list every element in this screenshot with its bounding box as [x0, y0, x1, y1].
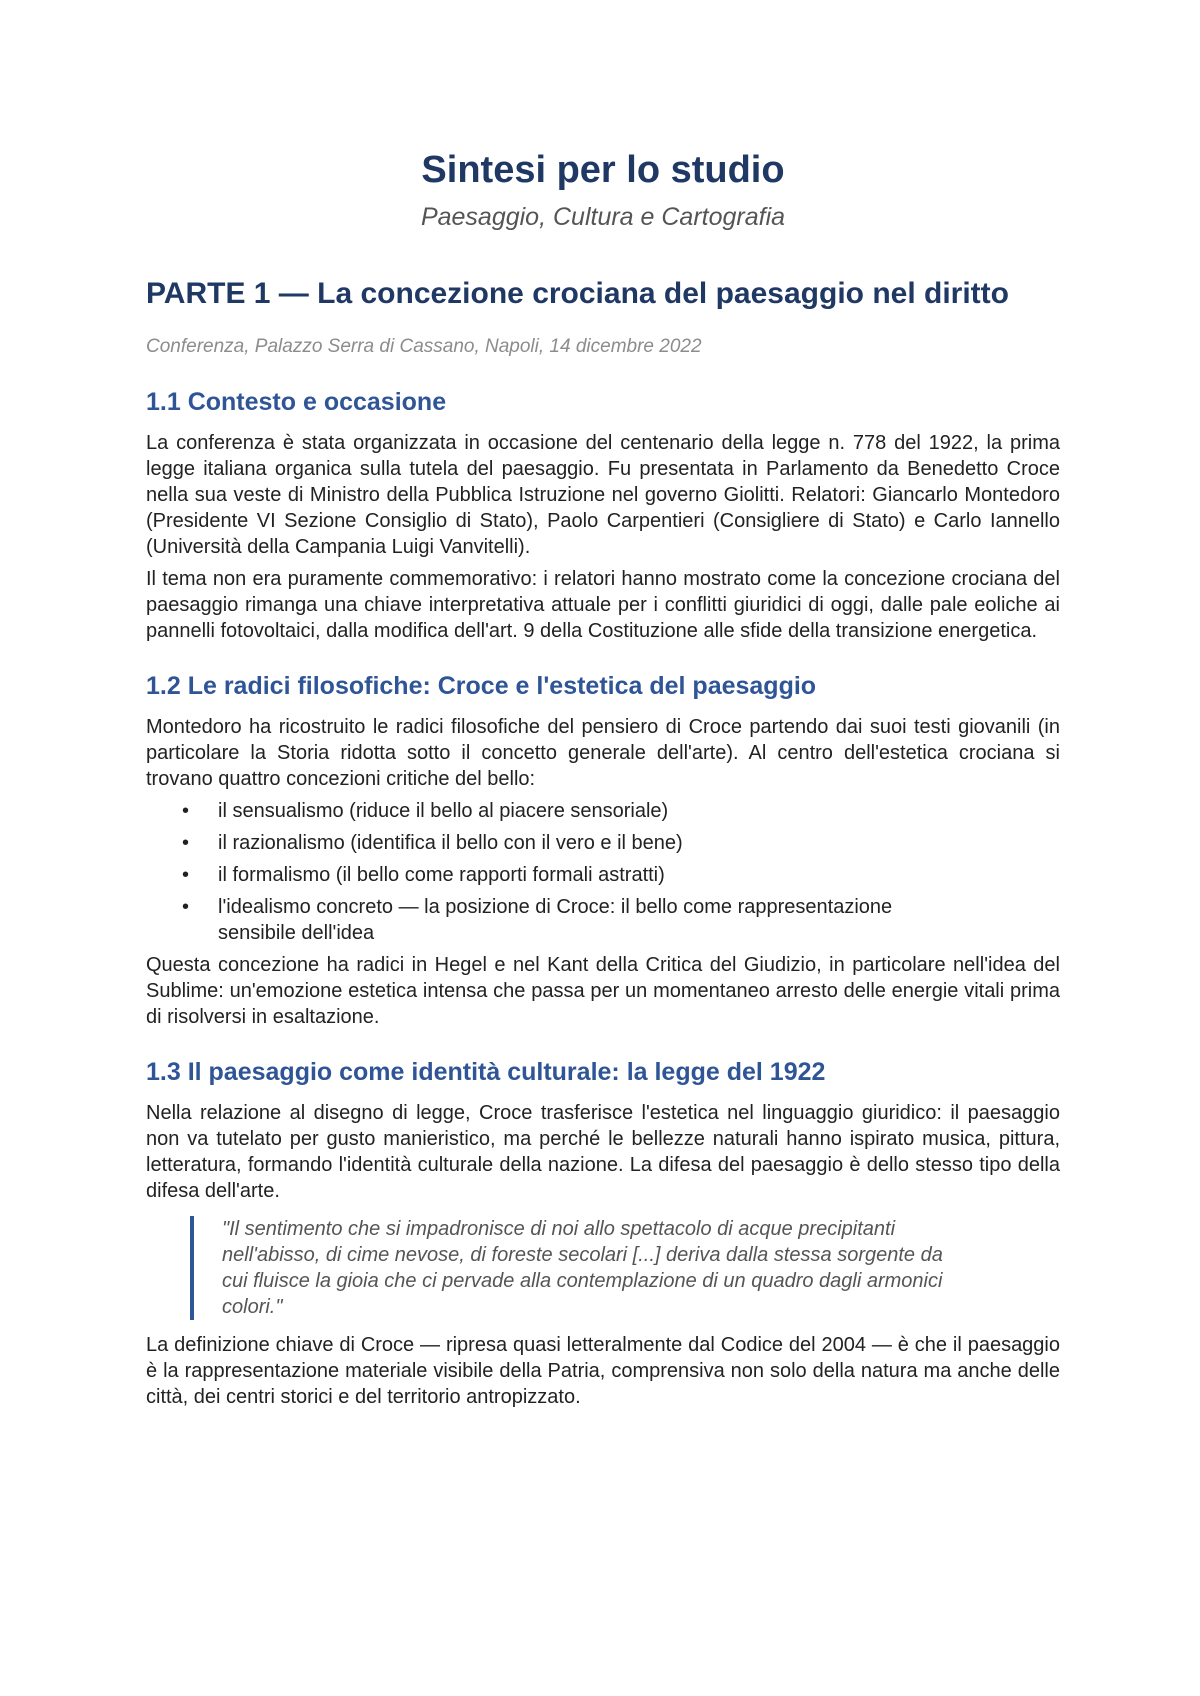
section-1-2 — [146, 670, 1060, 1030]
list-item-text: il sensualismo (riduce il bello al piacere sensoriale) — [218, 800, 669, 822]
section-1-3-paragraph-1: Nella relazione al disegno di legge, Croce trasferisce l'estetica nel linguaggio giuridico: il paesaggio non va tutelato per gusto manieristico, ma perché le bellezze naturali hanno ispirato musica, pittura, letteratura, formando l'identità culturale della nazione. La difesa del paesaggio è dello stesso tipo della difesa dell'arte. — [146, 1102, 1060, 1202]
section-1-3-heading: 1.3 Il paesaggio come identità culturale: la legge del 1922 — [146, 1058, 826, 1086]
section-1-1-paragraph-2: Il tema non era puramente commemorativo: i relatori hanno mostrato come la concezione crociana del paesaggio rimanga una chiave interpretativa attuale per i conflitti giuridici di oggi, dalle pale eoliche ai pannelli fotovoltaici, dalla modifica dell'art. 9 della Costituzione alle sfide della transizione energetica. — [146, 568, 1060, 642]
list-item — [182, 798, 1060, 824]
bullet-icon: • — [182, 864, 190, 886]
bullet-icon: • — [182, 832, 190, 854]
section-1-2-paragraph-2: Questa concezione ha radici in Hegel e nel Kant della Critica del Giudizio, in particolare nell'idea del Sublime: un'emozione estetica intensa che passa per un momentaneo arresto delle energie vitali prima di risolversi in esaltazione. — [146, 954, 1060, 1028]
list-item-text: il formalismo (il bello come rapporti formali astratti) — [218, 864, 665, 886]
section-1-2-heading: 1.2 Le radici filosofiche: Croce e l'estetica del paesaggio — [146, 672, 817, 700]
section-1-1-paragraph-1: La conferenza è stata organizzata in occasione del centenario della legge n. 778 del 1922, la prima legge italiana organica sulla tutela del paesaggio. Fu presentata in Parlamento da Benedetto Croce nella sua veste di Ministro della Pubblica Istruzione nel governo Giolitti. Relatori: Giancarlo Montedoro (Presidente VI Sezione Consiglio di Stato), Paolo Carpentieri (Consigliere di Stato) e Carlo Iannello (Università della Campania Luigi Vanvitelli). — [146, 432, 1060, 558]
document-title: Sintesi per lo studio — [421, 149, 785, 191]
document-subtitle: Paesaggio, Cultura e Cartografia — [420, 203, 786, 231]
section-1-1 — [146, 386, 1060, 644]
list-item-text: il razionalismo (identifica il bello con il vero e il bene) — [218, 832, 683, 854]
section-1-1-heading: 1.1 Contesto e occasione — [146, 388, 447, 416]
list-item — [182, 830, 1060, 856]
part-1-heading: PARTE 1 — La concezione crociana del paesaggio nel diritto — [146, 277, 1009, 310]
bullet-icon: • — [182, 896, 190, 918]
section-1-3-paragraph-2: La definizione chiave di Croce — ripresa quasi letteralmente dal Codice del 2004 — è che il paesaggio è la rappresentazione materiale visibile della Patria, comprensiva non solo della natura ma anche delle città, dei centri storici e del territorio antropizzato. — [146, 1334, 1060, 1408]
section-1-2-paragraph-1: Montedoro ha ricostruito le radici filosofiche del pensiero di Croce partendo dai suoi testi giovanili (in particolare la Storia ridotta sotto il concetto generale dell'arte). Al centro dell'estetica crociana si trovano quattro concezioni critiche del bello: — [146, 716, 1060, 790]
bullet-list — [146, 798, 1060, 946]
section-1-3 — [146, 1056, 1060, 1410]
croce-quote: "Il sentimento che si impadronisce di noi allo spettacolo di acque precipitanti nell'abisso, di cime nevose, di foreste secolari [...] deriva dalla stessa sorgente da cui fluisce la gioia che ci pervade alla contemplazione di un quadro dagli armonici colori." — [190, 1216, 1060, 1320]
list-item-text: l'idealismo concreto — la posizione di Croce: il bello come rappresentazione sensibile dell'idea — [218, 896, 893, 944]
bullet-icon: • — [182, 800, 190, 822]
list-item — [182, 894, 1060, 946]
list-item — [182, 862, 1060, 888]
part-1-meta: Conferenza, Palazzo Serra di Cassano, Napoli, 14 dicembre 2022 — [146, 336, 702, 357]
